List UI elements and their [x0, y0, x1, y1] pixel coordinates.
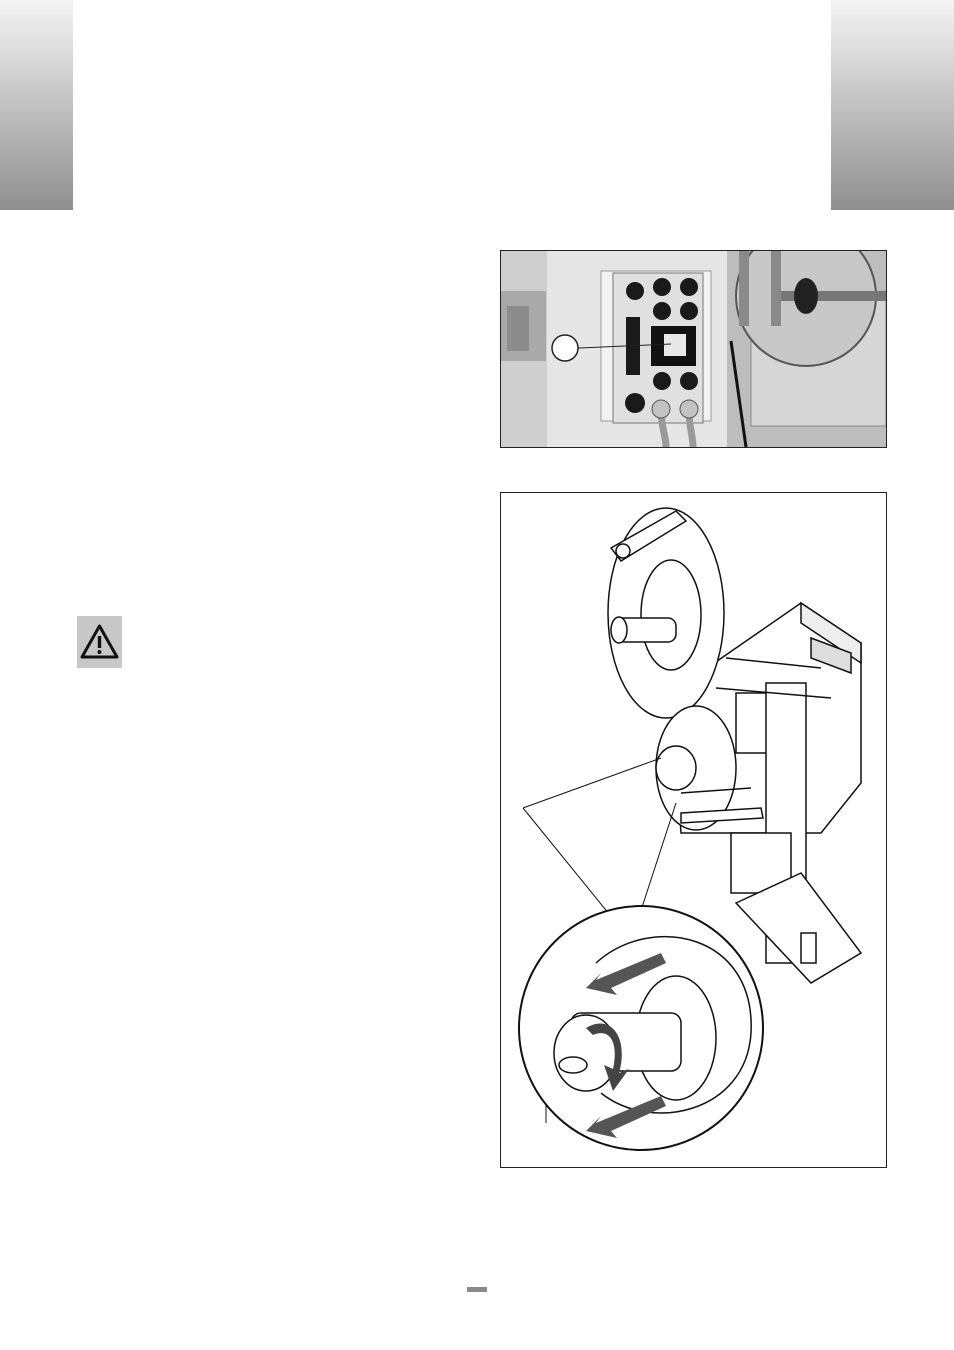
- label-roll-drawing: [500, 492, 887, 1168]
- header-tab-right: [831, 0, 954, 210]
- callout-circle: [552, 335, 578, 361]
- connector-panel-photo: [500, 250, 887, 448]
- warning-triangle-icon: [77, 616, 122, 668]
- header-tab-left: [0, 0, 73, 210]
- page-number-mark: [467, 1287, 487, 1292]
